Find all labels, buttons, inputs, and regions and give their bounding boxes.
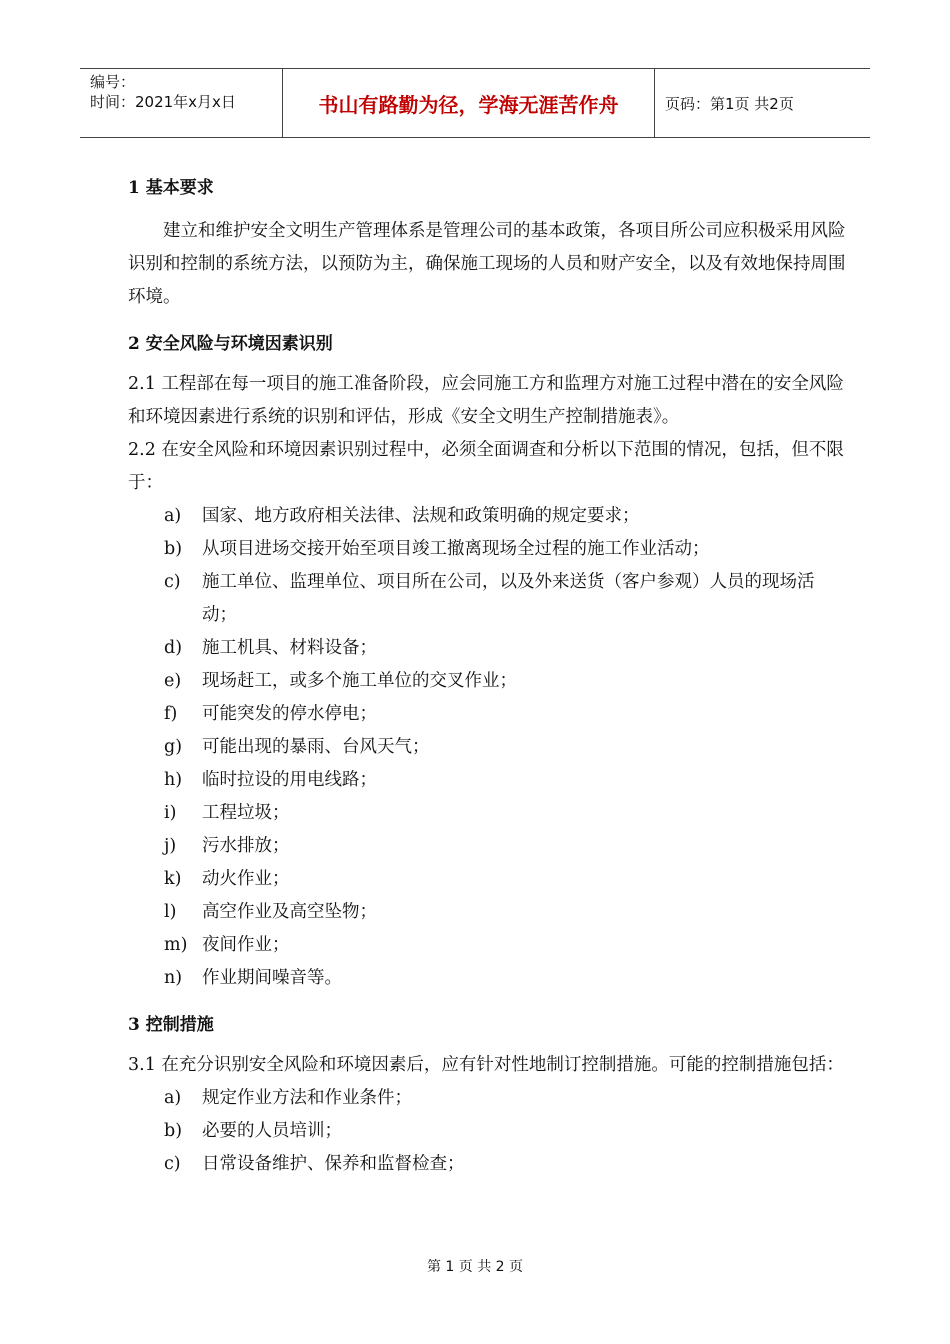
list-item	[128, 632, 848, 665]
list-item	[128, 830, 848, 863]
list-item	[128, 533, 848, 566]
section-1-paragraph: 建立和维护安全文明生产管理体系是管理公司的基本政策，各项目所公司应积极采用风险识别和控制的系统方法，以预防为主，确保施工现场的人员和财产安全，以及有效地保持周围环境。	[128, 221, 846, 307]
header-motto-cell	[282, 69, 655, 137]
list-item	[128, 698, 848, 731]
list-item-text: 国家、地方政府相关法律、法规和政策明确的规定要求；	[202, 506, 640, 526]
list-item-marker: l)	[164, 902, 177, 922]
list-item-text: 工程垃圾；	[202, 803, 290, 823]
header-time-label: 时间：2021年x月x日	[90, 93, 236, 111]
list-item-text: 可能出现的暴雨、台风天气；	[202, 737, 430, 757]
header-motto: 书山有路勤为径，学海无涯苦作舟	[318, 92, 619, 117]
list-item-marker: i)	[164, 803, 177, 823]
list-item-text: 作业期间噪音等。	[202, 968, 342, 988]
section-2-title: 2 安全风险与环境因素识别	[128, 334, 333, 354]
list-item-text: 高空作业及高空坠物；	[202, 902, 377, 922]
document-header	[80, 68, 870, 138]
list-item-text: 从项目进场交接开始至项目竣工撤离现场全过程的施工作业活动；	[202, 539, 710, 559]
page-footer: 第 1 页 共 2 页	[426, 1259, 524, 1275]
list-item-text: 规定作业方法和作业条件；	[202, 1088, 412, 1108]
document-body	[128, 172, 848, 1181]
list-item-marker: d)	[164, 638, 183, 658]
list-item	[128, 1115, 848, 1148]
list-item-marker: n)	[164, 968, 183, 988]
section-2-list	[128, 500, 848, 995]
list-item-marker: a)	[164, 506, 182, 526]
list-item-marker: k)	[164, 869, 182, 889]
list-item-text: 日常设备维护、保养和监督检查；	[202, 1154, 465, 1174]
section-3-list	[128, 1082, 848, 1181]
list-item	[128, 962, 848, 995]
list-item-marker: c)	[164, 572, 181, 592]
header-number-label: 编号：	[90, 73, 136, 91]
list-item	[128, 500, 848, 533]
section-2-2-paragraph: 2.2 在安全风险和环境因素识别过程中，必须全面调查和分析以下范围的情况，包括，但不限于：	[128, 440, 844, 493]
list-item	[128, 566, 848, 632]
list-item	[128, 665, 848, 698]
list-item-marker: m)	[164, 935, 188, 955]
list-item-text: 污水排放；	[202, 836, 290, 856]
list-item-text: 施工机具、材料设备；	[202, 638, 377, 658]
list-item	[128, 1082, 848, 1115]
section-3-1-paragraph: 3.1 在充分识别安全风险和环境因素后，应有针对性地制订控制措施。可能的控制措施包括：	[128, 1055, 844, 1075]
list-item	[128, 896, 848, 929]
list-item	[128, 731, 848, 764]
list-item	[128, 764, 848, 797]
list-item-text: 临时拉设的用电线路；	[202, 770, 377, 790]
list-item-text: 可能突发的停水停电；	[202, 704, 377, 724]
list-item	[128, 929, 848, 962]
list-item-text: 必要的人员培训；	[202, 1121, 342, 1141]
section-3-title: 3 控制措施	[128, 1015, 214, 1035]
section-1-title: 1 基本要求	[128, 178, 214, 198]
list-item-marker: b)	[164, 1121, 183, 1141]
list-item-text: 现场赶工，或多个施工单位的交叉作业；	[202, 671, 517, 691]
list-item-marker: c)	[164, 1154, 181, 1174]
header-meta	[80, 69, 282, 137]
header-page-info: 页码：第1页 共2页	[665, 94, 794, 113]
list-item-marker: h)	[164, 770, 183, 790]
list-item-marker: g)	[164, 737, 183, 757]
list-item-text: 施工单位、监理单位、项目所在公司，以及外来送货（客户参观）人员的现场活动；	[202, 572, 815, 625]
list-item-marker: e)	[164, 671, 182, 691]
list-item-marker: f)	[164, 704, 178, 724]
list-item-marker: a)	[164, 1088, 182, 1108]
list-item	[128, 1148, 848, 1181]
list-item-marker: j)	[164, 836, 177, 856]
list-item	[128, 797, 848, 830]
list-item-marker: b)	[164, 539, 183, 559]
list-item-text: 动火作业；	[202, 869, 290, 889]
list-item	[128, 863, 848, 896]
section-2-1-paragraph: 2.1 工程部在每一项目的施工准备阶段，应会同施工方和监理方对施工过程中潜在的安全风险和环境因素进行系统的识别和评估，形成《安全文明生产控制措施表》。	[128, 374, 844, 427]
list-item-text: 夜间作业；	[202, 935, 290, 955]
